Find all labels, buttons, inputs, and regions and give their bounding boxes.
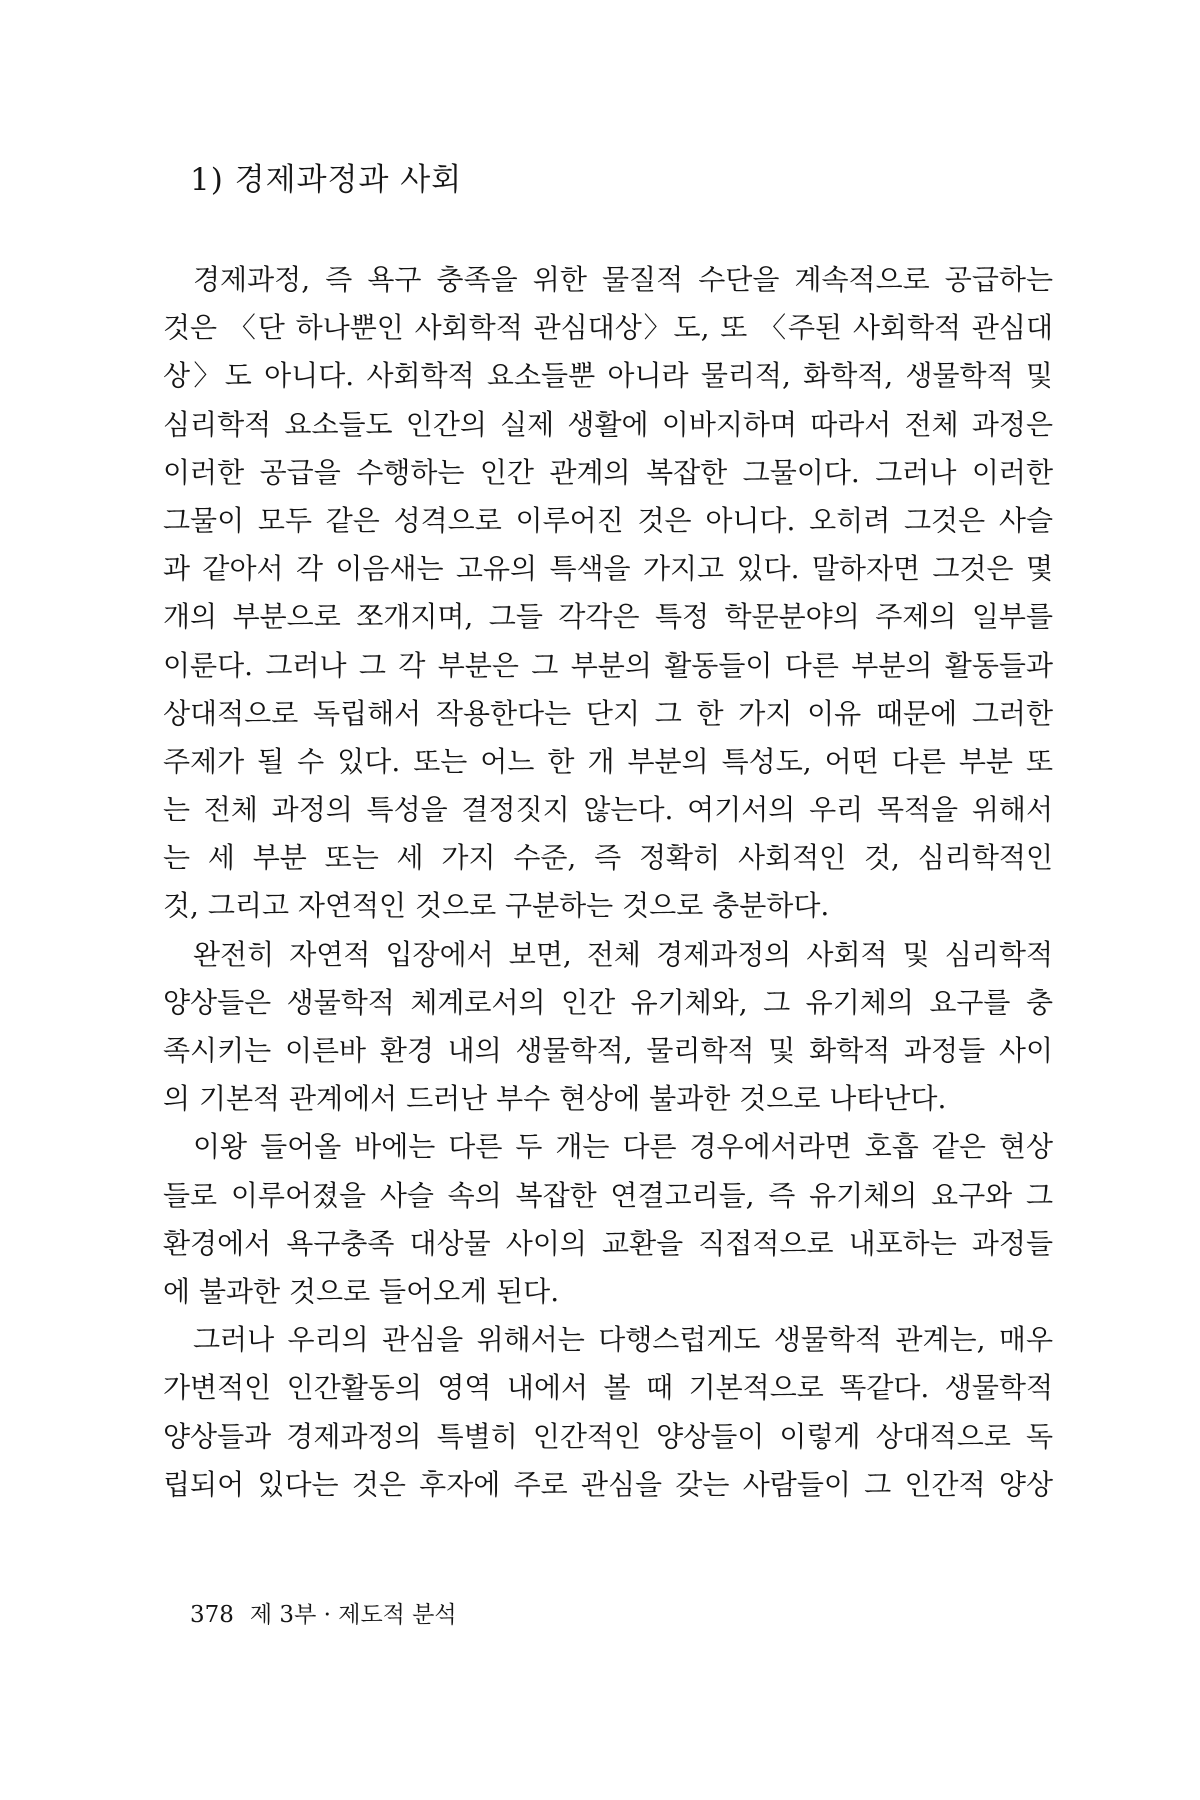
text-line: 완전히 자연적 입장에서 보면, 전체 경제과정의 사회적 및 심리학적 xyxy=(193,937,1053,971)
text-line: 그러나 우리의 관심을 위해서는 다행스럽게도 생물학적 관계는, 매우 xyxy=(193,1323,1053,1357)
text-line: 것은 〈단 하나뿐인 사회학적 관심대상〉도, 또 〈주된 사회학적 관심대 xyxy=(163,311,1053,345)
text-line: 이왕 들어올 바에는 다른 두 개는 다른 경우에서라면 호흡 같은 현상 xyxy=(193,1130,1053,1164)
text-line: 이러한 공급을 수행하는 인간 관계의 복잡한 그물이다. 그러나 이러한 xyxy=(163,455,1053,489)
text-line: 과 같아서 각 이음새는 고유의 특색을 가지고 있다. 말하자면 그것은 몇 xyxy=(163,552,1053,586)
part-title: 제 3부 · 제도적 분석 xyxy=(249,1602,457,1628)
text-line: 경제과정, 즉 욕구 충족을 위한 물질적 수단을 계속적으로 공급하는 xyxy=(193,263,1053,296)
text-line: 환경에서 욕구충족 대상물 사이의 교환을 직접적으로 내포하는 과정들 xyxy=(163,1226,1053,1260)
text-line: 개의 부분으로 쪼개지며, 그들 각각은 특정 학문분야의 주제의 일부를 xyxy=(163,600,1053,634)
text-line: 에 불과한 것으로 들어오게 된다. xyxy=(163,1274,560,1308)
page-number: 378 xyxy=(190,1602,234,1628)
text-line: 양상들은 생물학적 체계로서의 인간 유기체와, 그 유기체의 요구를 충 xyxy=(163,985,1053,1019)
text-line: 상대적으로 독립해서 작용한다는 단지 그 한 가지 이유 때문에 그러한 xyxy=(163,696,1053,730)
text-line: 의 기본적 관계에서 드러난 부수 현상에 불과한 것으로 나타난다. xyxy=(163,1082,947,1116)
section-heading: 1) 경제과정과 사회 xyxy=(190,162,463,198)
text-line: 는 전체 과정의 특성을 결정짓지 않는다. 여기서의 우리 목적을 위해서 xyxy=(163,793,1053,827)
text-line: 가변적인 인간활동의 영역 내에서 볼 때 기본적으로 똑같다. 생물학적 xyxy=(163,1371,1053,1405)
text-line: 주제가 될 수 있다. 또는 어느 한 개 부분의 특성도, 어떤 다른 부분 또 xyxy=(163,744,1053,778)
text-line: 는 세 부분 또는 세 가지 수준, 즉 정확히 사회적인 것, 심리학적인 xyxy=(163,841,1053,875)
text-line: 립되어 있다는 것은 후자에 주로 관심을 갖는 사람들이 그 인간적 양상 xyxy=(163,1467,1053,1501)
text-line: 심리학적 요소들도 인간의 실제 생활에 이바지하며 따라서 전체 과정은 xyxy=(163,407,1053,441)
page-footer xyxy=(190,1600,457,1630)
text-line: 양상들과 경제과정의 특별히 인간적인 양상들이 이렇게 상대적으로 독 xyxy=(163,1419,1053,1453)
text-line: 들로 이루어졌을 사슬 속의 복잡한 연결고리들, 즉 유기체의 요구와 그 xyxy=(163,1178,1053,1212)
text-line: 것, 그리고 자연적인 것으로 구분하는 것으로 충분하다. xyxy=(163,889,830,923)
text-line: 상〉도 아니다. 사회학적 요소들뿐 아니라 물리적, 화학적, 생물학적 및 xyxy=(163,359,1053,393)
text-line: 그물이 모두 같은 성격으로 이루어진 것은 아니다. 오히려 그것은 사슬 xyxy=(163,503,1053,537)
text-line: 족시키는 이른바 환경 내의 생물학적, 물리학적 및 화학적 과정들 사이 xyxy=(163,1034,1053,1067)
body-text xyxy=(163,256,1053,1509)
text-line: 이룬다. 그러나 그 각 부분은 그 부분의 활동들이 다른 부분의 활동들과 xyxy=(163,648,1053,682)
